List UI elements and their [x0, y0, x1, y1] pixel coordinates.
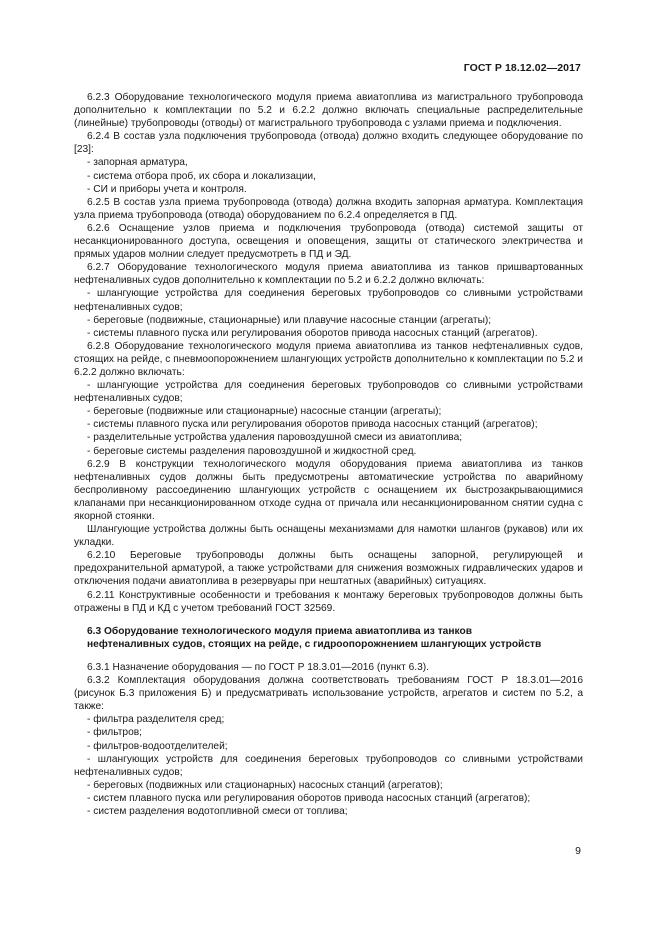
list-item: - система отбора проб, их сбора и локализации,	[87, 170, 316, 182]
page-number: 9	[575, 845, 581, 857]
list-item: - фильтра разделителя сред;	[87, 714, 225, 726]
document-body	[74, 91, 583, 818]
list-item: - СИ и приборы учета и контроля.	[87, 183, 247, 195]
section-heading-6-3: 6.3 Оборудование технологического модуля приема авиатоплива из танков	[87, 625, 472, 637]
paragraph-6-2-9: 6.2.9 В конструкции технологического модуля оборудования приема авиатоплива из танков нефтеналивных судов должны быть предусмотрены автоматические устройства по аварийному беспроливному рассоединению шлангующих устройств с оснащением их быстрозакрывающимися клапанами при несанкционированном отходе судна от причала или несанкционированном снятии судна с якорной стоянки.	[74, 458, 583, 522]
paragraph-6-2-4: 6.2.4 В состав узла подключения трубопровода (отвода) должно входить следующее оборудование по [23]:	[74, 131, 583, 156]
section-gap	[74, 615, 583, 625]
list-item: - систем плавного пуска или регулирования оборотов привода насосных станций (агрегатов);	[87, 792, 531, 804]
paragraph-6-2-11: 6.2.11 Конструктивные особенности и требования к монтажу береговых трубопроводов должны быть отражены в ПД и КД с учетом требований ГОСТ 32569.	[74, 589, 583, 614]
list-item: - шлангующие устройства для соединения береговых трубопроводов со сливными устройствами нефтеналивных судов;	[74, 380, 583, 405]
list-item: - береговые (подвижные или стационарные) насосные станции (агрегаты);	[87, 406, 442, 418]
paragraph-6-2-3: 6.2.3 Оборудование технологического модуля приема авиатоплива из магистрального трубопровода дополнительно к комплектации по 5.2 и 6.2.2 должно включать специальные распределительные (линейные) трубопроводы (отводы) от магистрального трубопровода с узлами приема и подключения.	[74, 92, 583, 130]
paragraph-6-2-10: 6.2.10 Береговые трубопроводы должны быть оснащены запорной, регулирующей и предохранительной арматурой, а также устройствами для снижения возможных гидравлических ударов и отключения подачи авиатоплива в резервуары при нештатных (аварийных) ситуациях.	[74, 550, 583, 588]
list-item: - системы плавного пуска или регулирования оборотов привода насосных станций (агрегатов);	[87, 419, 538, 431]
list-item: - систем разделения водотопливной смеси от топлива;	[87, 805, 348, 817]
list-item: - береговых (подвижных или стационарных) насосных станций (агрегатов);	[87, 779, 443, 791]
paragraph-6-2-8: 6.2.8 Оборудование технологического модуля приема авиатоплива из танков нефтеналивных судов, стоящих на рейде, с пневмоопорожнением шлангующих устройств дополнительно к комплектации по 5.2 и 6.2.2 должно включать:	[74, 340, 583, 378]
list-item: - разделительные устройства удаления паровоздушной смеси из авиатоплива;	[87, 432, 463, 444]
list-item: - фильтров-водоотделителей;	[87, 740, 228, 752]
paragraph-6-2-6: 6.2.6 Оснащение узлов приема и подключения трубопровода (отвода) системой защиты от несанкционированного доступа, освещения и оповещения, защиты от статического электричества и прямых ударов молнии следует предусмотреть в ПД и ЭД.	[74, 222, 583, 261]
section-heading-6-3-continued: нефтеналивных судов, стоящих на рейде, с гидроопорожнением шлангующих устройств	[87, 638, 542, 650]
list-item: - фильтров;	[87, 727, 142, 739]
list-item: - запорная арматура,	[87, 157, 188, 169]
paragraph-6-2-9-continued: Шлангующие устройства должны быть оснащены механизмами для намотки шлангов (рукавов) или их укладки.	[74, 524, 583, 549]
paragraph-6-2-5: 6.2.5 В состав узла приема трубопровода (отвода) должна входить запорная арматура. Комплектация узла приема трубопровода (отвода) оборудованием по 6.2.4 определяется в ПД.	[74, 196, 583, 221]
paragraph-6-2-7: 6.2.7 Оборудование технологического модуля приема авиатоплива из танков пришвартованных нефтеналивных судов дополнительно к комплектации по 5.2 и 6.2.2 должно включать:	[74, 262, 583, 287]
list-item: - системы плавного пуска или регулирования оборотов привода насосных станций (агрегатов).	[87, 327, 538, 339]
paragraph-6-3-2: 6.3.2 Комплектация оборудования должна соответствовать требованиям ГОСТ Р 18.3.01—2016 (рисунок Б.3 приложения Б) и предусматривать использование устройств, агрегатов и систем по 5.2, а также:	[74, 675, 583, 713]
list-item: - шлангующих устройств для соединения береговых трубопроводов со сливными устройствами нефтеналивных судов;	[74, 753, 583, 778]
section-gap	[74, 651, 583, 661]
list-item: - береговые системы разделения паровоздушной и жидкостной сред.	[87, 445, 417, 457]
paragraph-6-3-1: 6.3.1 Назначение оборудования — по ГОСТ Р 18.3.01—2016 (пункт 6.3).	[87, 661, 429, 673]
list-item: - шлангующие устройства для соединения береговых трубопроводов со сливными устройствами нефтеналивных судов;	[74, 288, 583, 313]
list-item: - береговые (подвижные, стационарные) или плавучие насосные станции (агрегаты);	[87, 314, 492, 326]
document-code: ГОСТ Р 18.12.02—2017	[463, 62, 581, 74]
